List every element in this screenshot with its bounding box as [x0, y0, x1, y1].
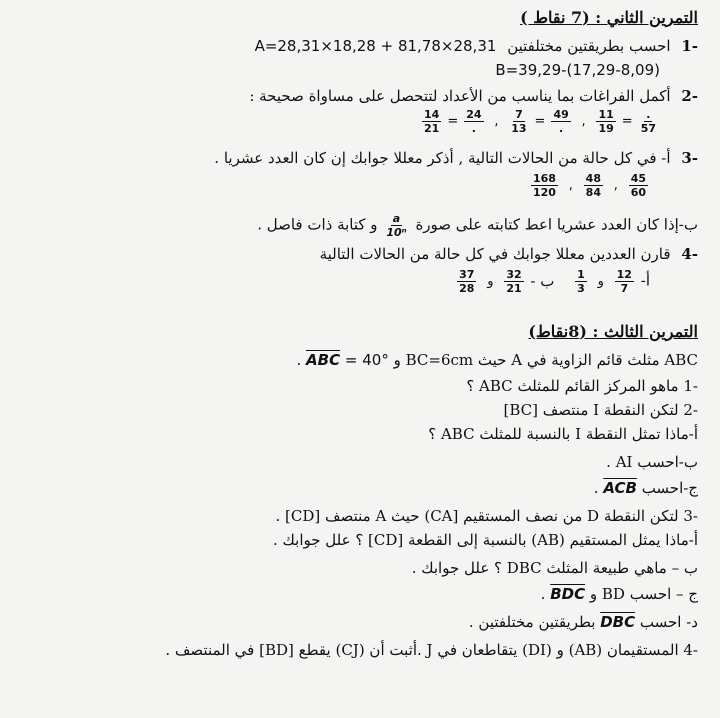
fraction: $\frac{168}{120}$: [533, 172, 556, 199]
exercise-2-title: التمرين الثاني : (7 نقاط ): [520, 8, 698, 27]
exercise-3-title: التمرين الثالث : (8نقاط): [528, 322, 698, 341]
ex3-question-1: -1 ماهو المركز القائم للمثلث ABC ؟: [466, 377, 698, 395]
ex3-question-2b: ب-احسب AI .: [606, 453, 698, 471]
ex2-question-1: -1 احسب بطريقتين مختلفتين A=28,31×18,28 + 81,78×28,31: [254, 37, 698, 55]
fraction: $\frac{14}{21}$: [424, 108, 440, 135]
ex3-question-2: -2 لتكن النقطة I منتصف [BC]: [503, 401, 698, 419]
ex3-question-3d: د- احسب $\overline{DBC}$ بطريقتين مختلفتين .: [468, 613, 698, 631]
fraction: $\frac{24}{.}$: [466, 108, 482, 135]
ex3-intro: ABC مثلث قائم الزاوية في A حيث BC=6cm و $\overline{ABC} = 40^\circ$ .: [296, 351, 698, 369]
ex2-question-3b: ب-إذا كان العدد عشريا اعط كتابته على صورة $\frac{a}{\text{10ⁿ}}$ و كتابة ذات فاصل .: [257, 212, 698, 239]
fraction: $\frac{37}{28}$: [459, 268, 475, 295]
ex3-question-3b: ب – ماهي طبيعة المثلث DBC ؟ علل جوابك .: [411, 559, 698, 577]
fraction: $\frac{32}{21}$: [506, 268, 522, 295]
compare-fractions: أ- $\frac{12}{7}$ و $\frac{1}{3}$ ب - $\frac{32}{21}$ و $\frac{37}{28}$: [459, 268, 650, 295]
ex3-question-3: -3 لتكن النقطة D من نصف المستقيم [CA) حيث A منتصف [CD] .: [275, 507, 698, 525]
fraction-equalities: [22, 108, 660, 148]
ex2-question-3a: -3 أ- في كل حالة من الحالات التالية , أذكر معللا جوابك إن كان العدد عشريا .: [214, 149, 698, 167]
ex3-question-2c: ج-احسب $\overline{ACB}$ .: [593, 479, 698, 497]
fraction: $\frac{48}{84}$: [585, 172, 601, 199]
expression-a: A=28,31×18,28 + 81,78×28,31: [254, 37, 497, 55]
ex3-question-3c: ج – احسب BD و $\overline{BDC}$ .: [540, 585, 698, 603]
expression-b-line: [22, 60, 660, 80]
expression-b: B=39,29-(17,29-8,09): [495, 61, 660, 79]
fraction: $\frac{.}{57}$: [640, 108, 656, 135]
ex3-question-3a: أ-ماذا يمثل المستقيم (AB) بالنسبة إلى القطعة [CD] ؟ علل جوابك .: [272, 531, 698, 549]
ex3-question-4: -4 المستقيمان (AB) و (DI) يتقاطعان في J .أثبت أن (CJ) يقطع [BD] في المنتصف .: [165, 641, 698, 659]
ex2-question-4: -4 قارن العددين معللا جوابك في كل حالة من الحالات التالية: [319, 245, 698, 263]
fraction: $\frac{1}{3}$: [577, 268, 585, 295]
fraction-a-over-10n: $\frac{a}{\text{10ⁿ}}$: [386, 212, 407, 239]
fraction: $\frac{45}{60}$: [630, 172, 646, 199]
fraction: $\frac{11}{19}$: [598, 108, 614, 135]
fraction: $\frac{12}{7}$: [616, 268, 632, 295]
ex2-question-2: -2 أكمل الفراغات بما يناسب من الأعداد لتتحصل على مساواة صحيحة :: [249, 87, 698, 105]
ex3-question-2a: أ-ماذا تمثل النقطة I بالنسبة للمثلث ABC ؟: [428, 425, 698, 443]
fraction: $\frac{7}{13}$: [511, 108, 527, 135]
fraction: $\frac{49}{.}$: [553, 108, 569, 135]
equality-list: $\frac{14}{21}$ = $\frac{24}{.}$ , $\frac{7}{13}$ = $\frac{49}{.}$ , $\frac{11}{19}$ = $\frac{.}{57}$: [424, 108, 656, 135]
decimal-fractions: $\frac{168}{120}$ , $\frac{48}{84}$ , $\frac{45}{60}$: [533, 172, 646, 199]
